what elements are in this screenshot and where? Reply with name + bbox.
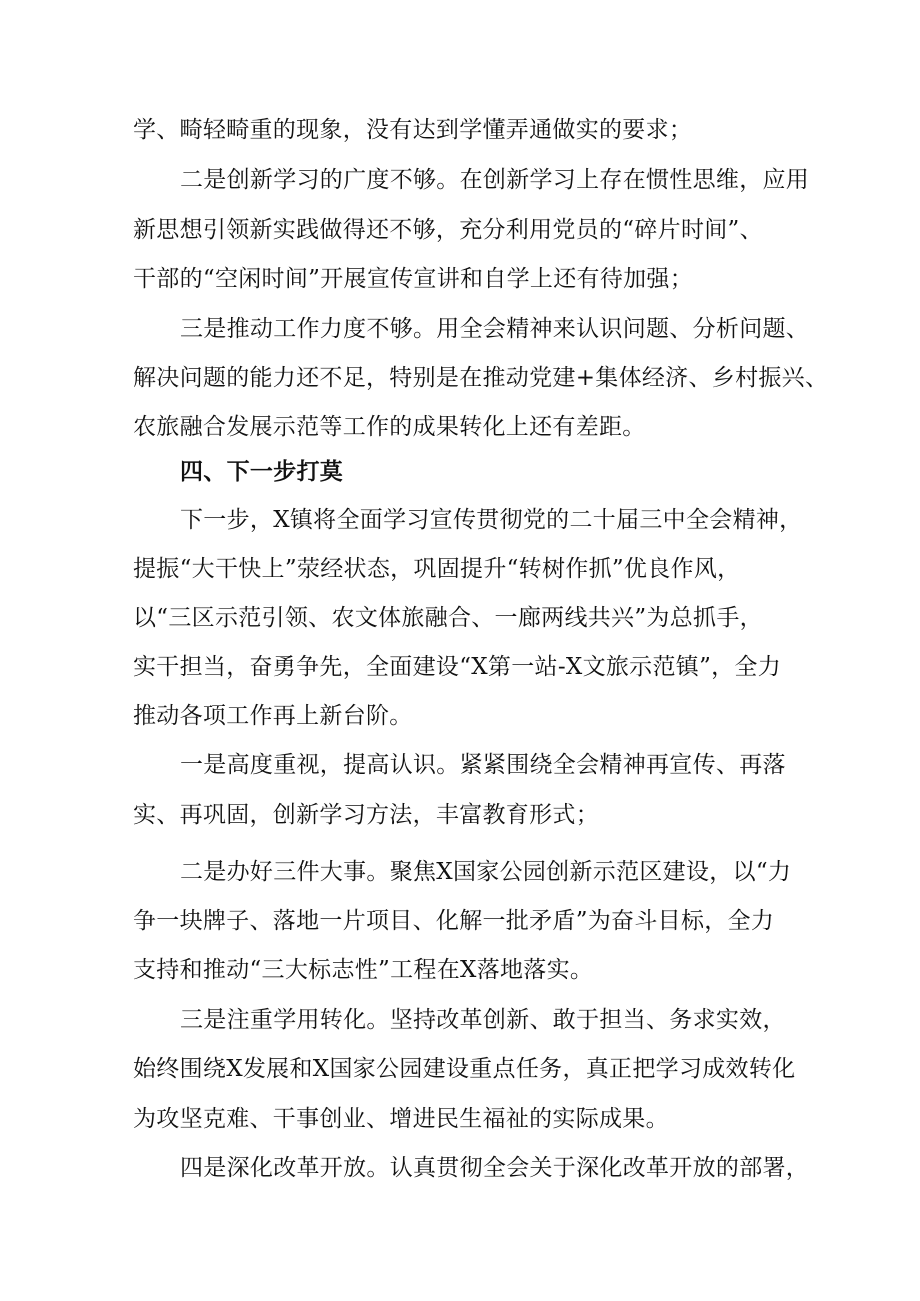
text-line: 二是创新学习的广度不够。在创新学习上存在惯性思维，应用 [180, 167, 810, 193]
text-line: 推动各项工作再上新台阶。 [133, 703, 413, 729]
text-line: 为攻坚克难、干事创业、增进民生福祉的实际成果。 [133, 1106, 669, 1132]
text-line: 农旅融合发展示范等工作的成果转化上还有差距。 [133, 414, 646, 440]
text-line: 一是高度重视，提高认识。紧紧围绕全会精神再宣传、再落 [180, 752, 786, 778]
text-line: 学、畸轻畸重的现象，没有达到学懂弄通做实的要求； [133, 117, 693, 143]
text-line: 四是深化改革开放。认真贯彻全会关于深化改革开放的部署， [180, 1155, 810, 1181]
text-line: 以“三区示范引领、农文体旅融合、一廊两线共兴”为总抓手， [133, 605, 763, 631]
text-line: 三是注重学用转化。坚持改革创新、敢于担当、务求实效， [180, 1007, 786, 1033]
text-line: 实干担当，奋勇争先，全面建设“X第一站-X文旅示范镇”，全力 [133, 654, 782, 680]
text-line: 争一块牌子、落地一片项目、化解一批矛盾”为奋斗目标，全力 [133, 908, 775, 934]
text-line: 三是推动工作力度不够。用全会精神来认识问题、分析问题、 [180, 316, 810, 342]
section-heading: 四、下一步打莫 [180, 459, 344, 485]
text-line: 实、再巩固，创新学习方法，丰富教育形式； [133, 802, 599, 828]
text-line: 二是办好三件大事。聚焦X国家公园创新示范区建设，以“力 [180, 859, 792, 885]
text-line: 解决问题的能力还不足，特别是在推动党建+集体经济、乡村振兴、 [133, 365, 829, 391]
text-line: 干部的“空闲时间”开展宣传宣讲和自学上还有待加强； [133, 266, 694, 292]
text-line: 始终围绕X发展和X国家公园建设重点任务，真正把学习成效转化 [133, 1056, 796, 1082]
text-line: 下一步，X镇将全面学习宣传贯彻党的二十届三中全会精神， [180, 507, 803, 533]
text-line: 新思想引领新实践做得还不够，充分利用党员的“碎片时间”、 [133, 217, 763, 243]
text-line: 提振“大干快上”荥经状态，巩固提升“转树作抓”优良作风， [133, 556, 741, 582]
text-line: 支持和推动“三大标志性”工程在X落地落实。 [133, 957, 594, 983]
